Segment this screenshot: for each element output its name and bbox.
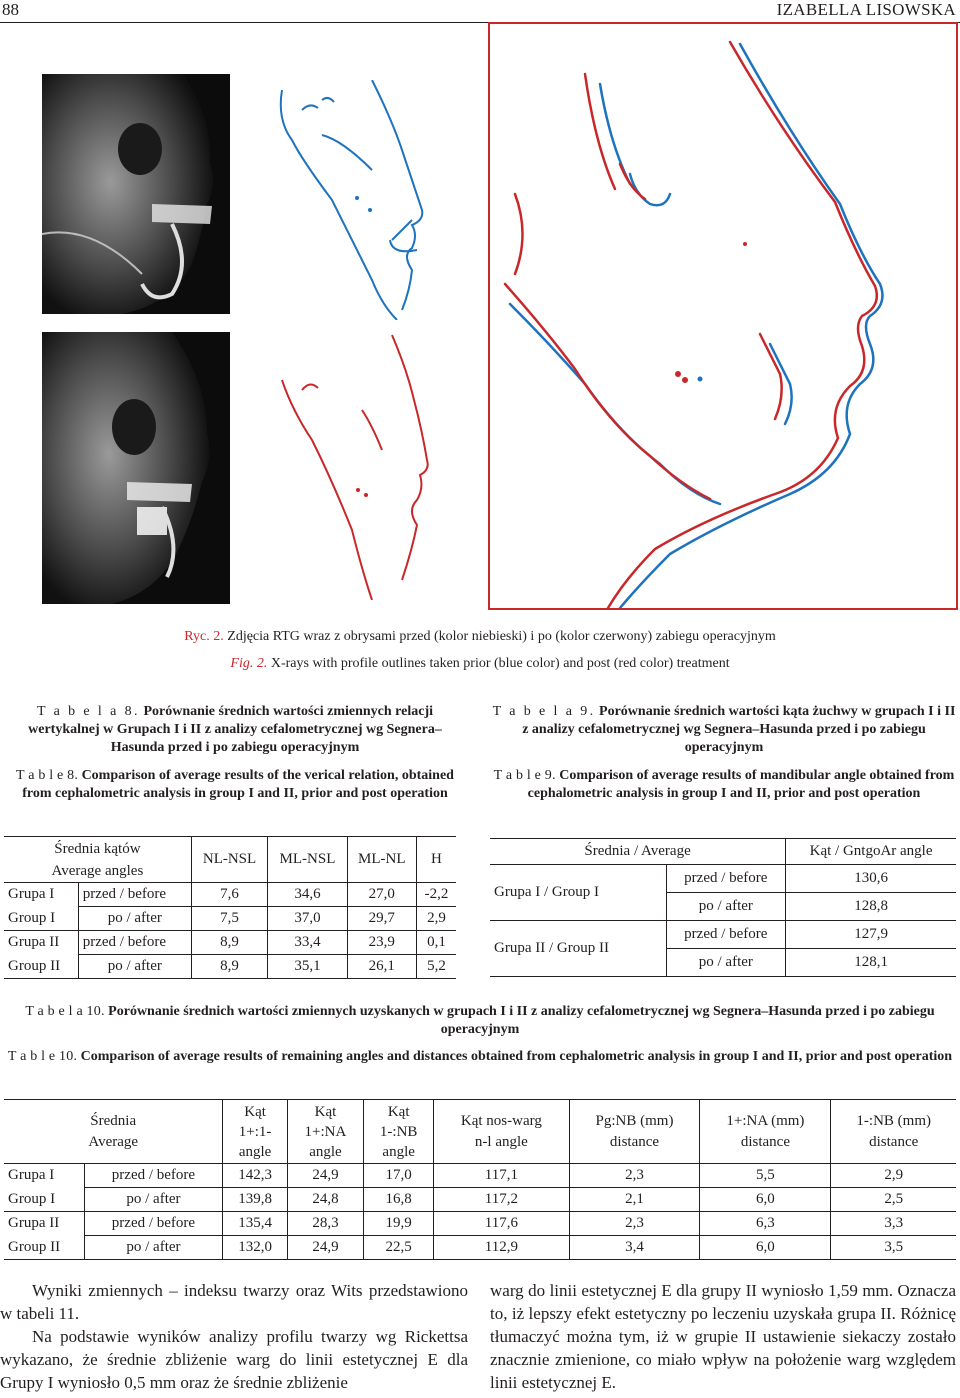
table10-cell: 6,0: [700, 1236, 831, 1260]
caption-en-label: Fig. 2.: [230, 656, 268, 671]
table8-group: Grupa I: [8, 886, 55, 903]
table10-header-pl: Średnia: [90, 1112, 137, 1129]
body-paragraph: Na podstawie wyników analizy profilu twarzy wg Rickettsa wykazano, że średnie zbliżenie warg do linii estetycznej E dla Grupy I wyniosło 0,5 mm oraz że średnie zbliżenie: [0, 1327, 468, 1392]
table-row: [4, 1212, 956, 1236]
table10-group: Grupa II: [8, 1215, 60, 1232]
table9-col-header: Kąt / GntgoAr angle: [786, 839, 956, 865]
table10-cell: 112,9: [434, 1236, 569, 1260]
table10-cell: 142,3: [223, 1164, 287, 1188]
header-line: 1+:NA (mm): [726, 1112, 805, 1129]
table8-cell: 26,1: [347, 955, 416, 979]
table10-col-header: [287, 1100, 363, 1164]
table8-cell: 0,1: [416, 931, 456, 955]
table8-label-pl: T a b e l a 8.: [37, 704, 140, 719]
table10-title-pl: Porównanie średnich wartości zmiennych uzyskanych w grupach I i II z analizy cefalometrycznej wg Segnera–Hasunda przed i po zabiegu operacyjnym: [108, 1004, 935, 1037]
table8-cell: 33,4: [268, 931, 347, 955]
table8-group: Group II: [4, 955, 78, 979]
tracing-overlay-box: [488, 22, 958, 610]
header-line: distance: [869, 1133, 919, 1150]
table8-heading-en: [10, 767, 460, 803]
table10-header-en: Average: [88, 1133, 139, 1150]
table8-cell: 34,6: [268, 883, 347, 907]
table10-label-en: T a b l e 10.: [7, 1049, 78, 1064]
table10-cell: 117,6: [434, 1212, 569, 1236]
table8-header-en: Average angles: [51, 862, 144, 879]
header-line: angle: [382, 1143, 415, 1160]
table10-stage: po / after: [84, 1236, 223, 1260]
table9-stage: przed / before: [666, 921, 786, 949]
table9-title-en: Comparison of average results of mandibular angle obtained from cephalometric analysis in group I and II, prior and post operation: [527, 768, 955, 801]
table-row: [4, 907, 456, 931]
table10-col-header: [569, 1100, 700, 1164]
header-line: angle: [309, 1143, 342, 1160]
table10-col-header: [434, 1100, 569, 1164]
table8-stage: po / after: [78, 907, 191, 931]
table9-cell: 128,1: [786, 949, 956, 977]
table10-cell: 6,0: [700, 1188, 831, 1212]
table10-cell: 3,4: [569, 1236, 700, 1260]
table9-group: Grupa I / Group I: [490, 865, 666, 921]
table10-cell: 2,9: [831, 1164, 956, 1188]
table9-stage: po / after: [666, 949, 786, 977]
table9-label-en: T a b l e 9.: [493, 768, 556, 783]
table8-group: Grupa II: [8, 934, 60, 951]
table8-header-pl: Średnia kątów: [54, 840, 141, 857]
table10-cell: 3,5: [831, 1236, 956, 1260]
table9-cell: 128,8: [786, 893, 956, 921]
table-row: [4, 883, 456, 907]
table10-cell: 19,9: [364, 1212, 434, 1236]
table9-group: Grupa II / Group II: [490, 921, 666, 977]
table9-stage: przed / before: [666, 865, 786, 893]
table8-cell: 2,9: [416, 907, 456, 931]
table9-stage: po / after: [666, 893, 786, 921]
table9-heading-en: [492, 767, 956, 803]
table10-cell: 2,3: [569, 1212, 700, 1236]
figure-caption-pl: [0, 629, 960, 645]
table8-cell: 7,5: [191, 907, 267, 931]
tracing-after-small: [262, 330, 462, 600]
table8-stage: przed / before: [78, 883, 191, 907]
figure-caption-en: [0, 656, 960, 672]
header-line: Pg:NB (mm): [595, 1112, 674, 1129]
table10-cell: 139,8: [223, 1188, 287, 1212]
table8-stage: przed / before: [78, 931, 191, 955]
body-paragraph: warg do linii estetycznej E dla grupy II wyniosło 1,59 mm. Oznacza to, iż lepszy efekt estetyczny po leczeniu uzyskała grupa II. Różnicę tłumaczyć można tym, iż w grupie II ustawienie siekaczy zostało znacznie zmienione, co miało wpływ na położenie warg względem linii estetycznej E.: [490, 1281, 956, 1392]
table8-cell: 5,2: [416, 955, 456, 979]
body-right-column: [490, 1279, 956, 1394]
table10-cell: 22,5: [364, 1236, 434, 1260]
table8-title-en: Comparison of average results of the verical relation, obtained from cephalometric analysis in group I and II, prior and post operation: [22, 768, 454, 801]
table10-heading: [20, 1003, 940, 1039]
table9-col-header: Średnia / Average: [490, 839, 786, 865]
table10-col-header: [364, 1100, 434, 1164]
table10-stage: przed / before: [84, 1212, 223, 1236]
header-line: 1+:1-: [238, 1123, 272, 1140]
table8-group: Group I: [4, 907, 78, 931]
table8-cell: -2,2: [416, 883, 456, 907]
table10-col-header: [831, 1100, 956, 1164]
table10-cell: 17,0: [364, 1164, 434, 1188]
table9-cell: 130,6: [786, 865, 956, 893]
header-line: Kąt: [387, 1103, 410, 1120]
table-row: [490, 865, 956, 893]
table10-cell: 3,3: [831, 1212, 956, 1236]
tracing-before-small: [262, 80, 462, 320]
table8-cell: 29,7: [347, 907, 416, 931]
table8: [4, 836, 456, 979]
table10-cell: 117,2: [434, 1188, 569, 1212]
table10: [4, 1099, 956, 1260]
table8-label-en: T a b l e 8.: [16, 768, 79, 783]
table-row: [4, 1236, 956, 1260]
table10-stage: przed / before: [84, 1164, 223, 1188]
table8-heading: [20, 703, 450, 757]
table8-cell: 23,9: [347, 931, 416, 955]
table10-cell: 24,8: [287, 1188, 363, 1212]
header-line: distance: [740, 1133, 790, 1150]
table-row: [4, 1164, 956, 1188]
table8-col-header: ML-NSL: [268, 837, 347, 883]
caption-pl-label: Ryc. 2.: [184, 629, 224, 644]
body-paragraph: Wyniki zmiennych – indeksu twarzy oraz Wits przedstawiono w tabeli 11.: [0, 1281, 468, 1323]
table8-cell: 8,9: [191, 955, 267, 979]
table8-corner: [4, 837, 191, 883]
table10-group: Grupa I: [8, 1167, 55, 1184]
caption-pl-text: Zdjęcia RTG wraz z obrysami przed (kolor niebieski) i po (kolor czerwony) zabiegu operacyjnym: [227, 629, 776, 644]
table8-col-header: H: [416, 837, 456, 883]
table10-col-header: [223, 1100, 287, 1164]
header-line: 1-:NB (mm): [856, 1112, 931, 1129]
header-line: 1+:NA: [304, 1123, 347, 1140]
table8-cell: 8,9: [191, 931, 267, 955]
xray-before: [42, 74, 230, 314]
xray-after: [42, 332, 230, 604]
table10-cell: 16,8: [364, 1188, 434, 1212]
table8-stage: po / after: [78, 955, 191, 979]
table10-cell: 24,9: [287, 1236, 363, 1260]
table10-label-pl: T a b e l a 10.: [25, 1004, 105, 1019]
table8-cell: 37,0: [268, 907, 347, 931]
table10-group: Group I: [4, 1188, 84, 1212]
table10-col-header: [700, 1100, 831, 1164]
table9-title-pl: Porównanie średnich wartości kąta żuchwy w grupach I i II z analizy cefalometrycznej wg Segnera–Hasunda przed i po zabiegu operacyjnym: [522, 704, 956, 755]
header-line: Kąt: [244, 1103, 266, 1120]
header-line: Kąt nos-warg: [460, 1112, 542, 1129]
table-row: [4, 931, 456, 955]
table8-cell: 27,0: [347, 883, 416, 907]
table10-cell: 132,0: [223, 1236, 287, 1260]
table8-cell: 7,6: [191, 883, 267, 907]
page-number: 88: [2, 0, 19, 19]
running-head: IZABELLA LISOWSKA: [776, 0, 956, 19]
table8-cell: 35,1: [268, 955, 347, 979]
table8-col-header: ML-NL: [347, 837, 416, 883]
body-left-column: [0, 1279, 468, 1394]
table-row: [490, 921, 956, 949]
table9-label-pl: T a b e l a 9.: [492, 704, 596, 719]
header-line: 1-:NB: [379, 1123, 418, 1140]
table10-title-en: Comparison of average results of remaining angles and distances obtained from cephalometric analysis in group I and II, prior and post operation: [80, 1049, 953, 1064]
table10-cell: 2,5: [831, 1188, 956, 1212]
table10-cell: 24,9: [287, 1164, 363, 1188]
table10-cell: 28,3: [287, 1212, 363, 1236]
table9: [490, 838, 956, 977]
table10-cell: 6,3: [700, 1212, 831, 1236]
table9-heading: [492, 703, 956, 757]
header-line: Kąt: [314, 1103, 337, 1120]
table8-col-header: NL-NSL: [191, 837, 267, 883]
table10-heading-en: [4, 1048, 956, 1066]
table10-group: Group II: [4, 1236, 84, 1260]
table10-corner: [4, 1100, 223, 1164]
header-line: angle: [238, 1143, 272, 1160]
header-line: n-l angle: [474, 1133, 528, 1150]
header-line: distance: [609, 1133, 660, 1150]
table10-cell: 2,3: [569, 1164, 700, 1188]
table10-cell: 2,1: [569, 1188, 700, 1212]
table9-cell: 127,9: [786, 921, 956, 949]
table10-cell: 5,5: [700, 1164, 831, 1188]
table10-cell: 135,4: [223, 1212, 287, 1236]
table-row: [4, 955, 456, 979]
table10-cell: 117,1: [434, 1164, 569, 1188]
caption-en-text: X-rays with profile outlines taken prior (blue color) and post (red color) treatment: [270, 656, 730, 671]
table10-stage: po / after: [84, 1188, 223, 1212]
table-row: [4, 1188, 956, 1212]
table8-title-pl: Porównanie średnich wartości zmiennych relacji wertykalnej w Grupach I i II z analizy cefalometrycznej wg Segnera–Hasunda przed i po zabiegu operacyjnym: [28, 704, 442, 755]
